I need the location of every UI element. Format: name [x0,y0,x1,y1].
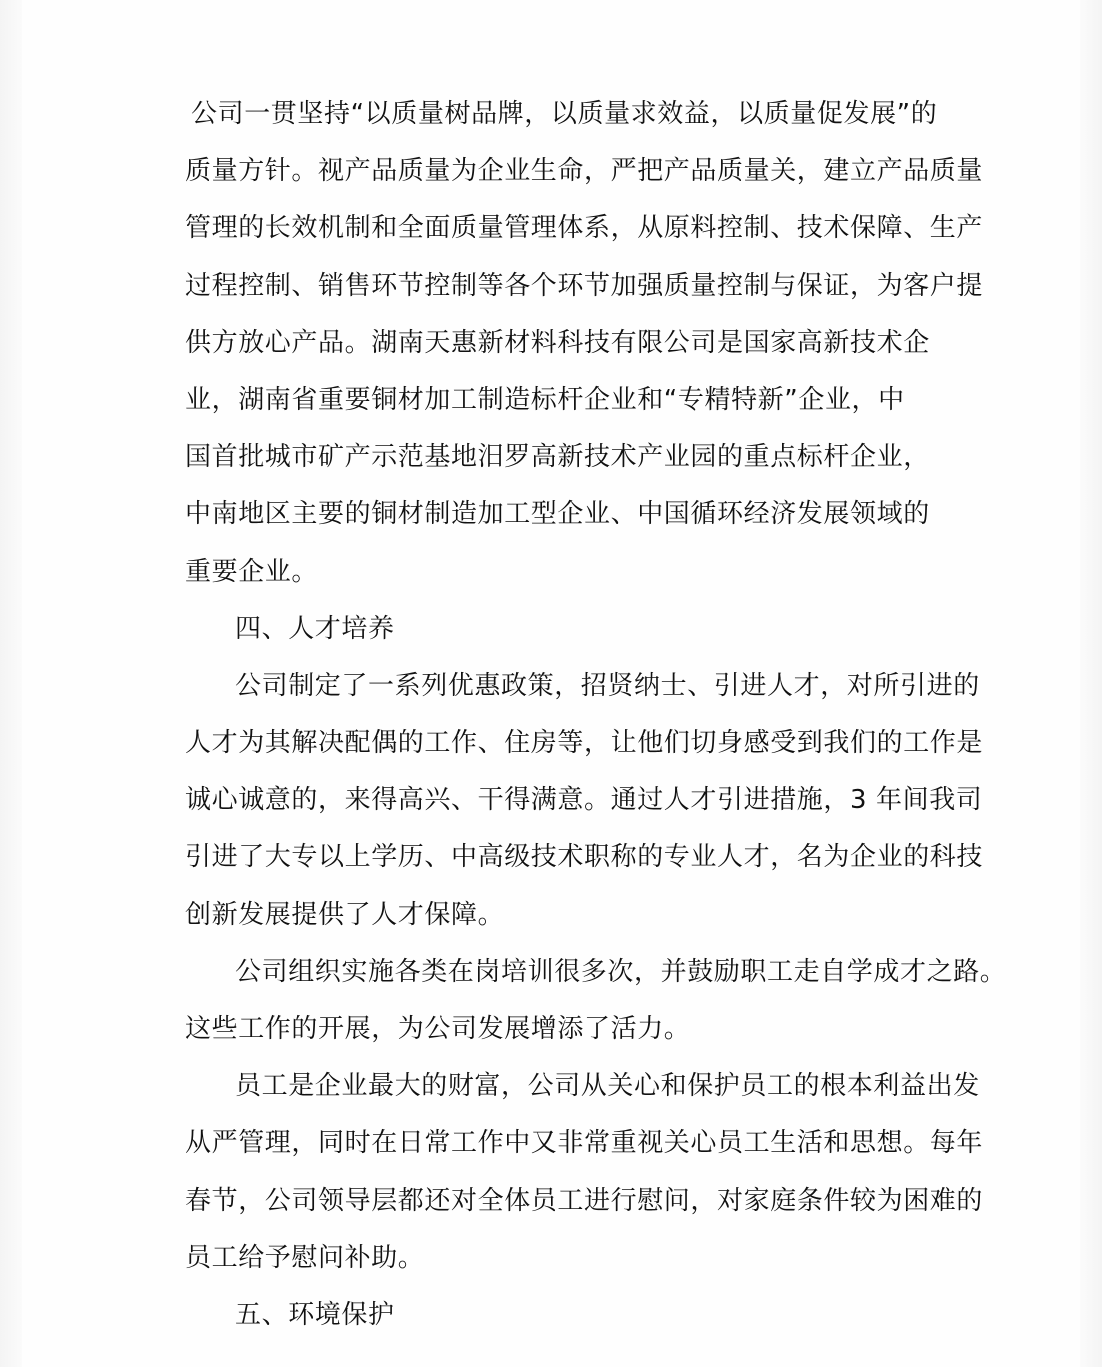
text-line: 公司组织实施各类在岗培训很多次，并鼓励职工走自学成才之路。 [235,956,1007,987]
text-line: 公司一贯坚持“以质量树品牌，以质量求效益，以质量促发展”的 [191,99,938,129]
text-line: 重要企业。 [185,556,319,587]
text-line: 员工给予慰问补助。 [185,1242,425,1273]
section-heading-talent-training: 四、人才培养 [235,613,395,644]
text-line: 业，湖南省重要铜材加工制造标杆企业和“专精特新”企业，中 [185,384,905,415]
text-line: 员工是企业最大的财富，公司从关心和保护员工的根本利益出发 [235,1071,980,1102]
paragraph-training [185,950,1007,1064]
paragraph-quality-policy [185,92,984,607]
text-line: 创新发展提供了人才保障。 [185,899,505,930]
scan-edge-right [1080,0,1102,1367]
text-line: 这些工作的开展，为公司发展增添了活力。 [185,1014,691,1044]
text-line: 过程控制、销售环节控制等各个环节加强质量控制与保证，为客户提 [185,270,984,301]
text-line: 国首批城市矿产示范基地汨罗高新技术产业园的重点标杆企业， [185,442,930,473]
section-heading-environmental-protection: 五、环境保护 [235,1299,395,1330]
text-line: 中南地区主要的铜材制造加工型企业、中国循环经济发展领域的 [185,499,930,530]
document-body [185,92,1007,1350]
text-line: 从严管理，同时在日常工作中又非常重视关心员工生活和思想。每年 [185,1128,984,1159]
text-line: 公司制定了一系列优惠政策，招贤纳士、引进人才，对所引进的 [235,670,980,701]
text-line: 诚心诚意的，来得高兴、干得满意。通过人才引进措施，3 年间我司 [185,785,983,816]
paragraph-employee-care [185,1064,984,1293]
text-line: 供方放心产品。湖南天惠新材料科技有限公司是国家高新技术企 [185,327,930,358]
text-line: 春节，公司领导层都还对全体员工进行慰问，对家庭条件较为困难的 [185,1185,984,1216]
scan-edge-left [0,0,22,1367]
text-line: 质量方针。视产品质量为企业生命，严把产品质量关，建立产品质量 [185,156,984,187]
text-line: 引进了大专以上学历、中高级技术职称的专业人才，名为企业的科技 [185,842,984,873]
text-line: 管理的长效机制和全面质量管理体系，从原料控制、技术保障、生产 [185,213,984,244]
paragraph-talent-policy [185,664,984,950]
text-line: 人才为其解决配偶的工作、住房等，让他们切身感受到我们的工作是 [185,728,984,759]
